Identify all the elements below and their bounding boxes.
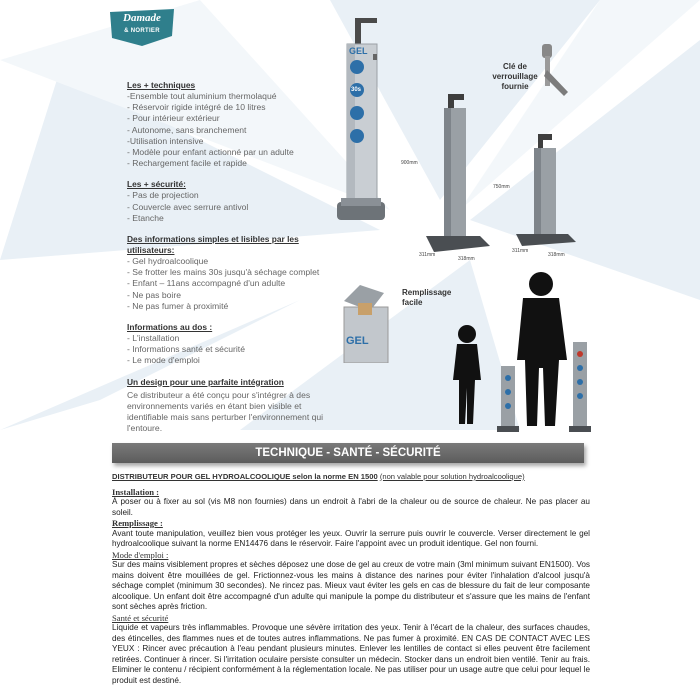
- width-318-label-a: 318mm: [458, 256, 475, 262]
- dispenser-open-illustration: [338, 283, 398, 363]
- feature-title: Les + techniques: [127, 80, 196, 90]
- feature-line: - Enfant – 11ans accompagné d'un adulte: [127, 278, 286, 289]
- dispenser-stickers: [348, 58, 368, 168]
- feature-title: Informations au dos :: [127, 322, 213, 333]
- width-318-label-b: 318mm: [548, 252, 565, 258]
- usage-heading: Mode d'emploi :: [112, 549, 169, 560]
- logo-sub: & NORTIER: [124, 28, 160, 34]
- feature-line: - Autonome, sans branchement: [127, 124, 247, 135]
- key-label: Clé de verrouillage fournie: [492, 62, 538, 91]
- feature-line: - Couvercle avec serrure antivol: [127, 201, 249, 212]
- product-note: (non valable pour solution hydroalcoolique): [379, 472, 525, 481]
- safety-heading: Santé et sécurité: [112, 612, 169, 623]
- feature-line: - Le mode d'emploi: [127, 355, 200, 366]
- feature-group-security: [127, 179, 342, 224]
- gel-sticker-label: GEL: [349, 46, 368, 56]
- feature-title: Des informations simples et lisibles par les utilisateurs:: [127, 234, 299, 256]
- features-column: [127, 80, 342, 434]
- brand-logo: [108, 8, 176, 46]
- scale-silhouettes-illustration: [445, 268, 605, 436]
- design-block: [127, 377, 342, 435]
- section-banner: TECHNIQUE - SANTÉ - SÉCURITÉ: [112, 443, 584, 463]
- feature-line: - Ne pas fumer à proximité: [127, 300, 229, 311]
- gel-open-label: GEL: [346, 335, 369, 347]
- design-title: Un design pour une parfaite intégration: [127, 376, 284, 387]
- feature-line: - Etanche: [127, 212, 164, 223]
- feature-line: - Informations santé et sécurité: [127, 344, 245, 355]
- dispenser-tall-illustration: [420, 90, 500, 260]
- feature-line: - Ne pas boire: [127, 289, 181, 300]
- feature-group-information: [127, 234, 342, 312]
- feature-line: - Se frotter les mains 30s jusqu'à séchage complet: [127, 267, 320, 278]
- refill-label: Remplissage facile: [402, 288, 452, 307]
- feature-line: - Rechargement facile et rapide: [127, 158, 247, 169]
- installation-heading: Installation :: [112, 486, 160, 497]
- feature-line: - Modèle pour enfant actionné par un adulte: [127, 147, 294, 158]
- feature-line: -Ensemble tout aluminium thermolaqué: [127, 91, 277, 101]
- design-text: Ce distributeur a été conçu pour s'intégrer à des environnements variés en étant bien visible et identifiable mais sans perturber l'environnement qui l'entoure.: [127, 389, 324, 434]
- width-311-label-a: 311mm: [419, 252, 436, 258]
- feature-line: - Gel hydroalcoolique: [127, 256, 209, 267]
- safety-text: Liquide et vapeurs très inflammables. Provoque une sévère irritation des yeux. Tenir à l'écart de la chaleur, des surfaces chaudes, des étincelles, des flammes nues et de toutes autres inflammations. Ne pas fumer à proximité. EN CAS DE CONTACT AVEC LES YEUX : Rincer avec précaution à l'eau pendant plusieurs minutes. Enlever les lentilles de contact si elles peuvent être facilement retirées. Continuer à rincer. Si l'irritation oculaire persiste consulter un médecin. Stocker dans un endroit bien ventilé. Tenir au frais. Eliminer le contenu / récipient conformément à la réglementation locale. Ne pas utiliser pour un usage autre que celui pour lequel le produit est destiné.: [112, 623, 590, 685]
- height-750-label: 750mm: [493, 184, 510, 190]
- usage-text: Sur des mains visiblement propres et sèches déposez une dose de gel au creux de votre main (3ml minimum suivant EN1500). Vos mains doivent être mouillées de gel. Frictionnez-vous les mains à distance des narines pour éviter l'inhalation d'alcool jusqu'à séchage complet (minimum 30 secondes). Ne rincez pas. Mieux vaut éviter les gels en cas de blessure du fait de leur composante alcoolique. Un enfant doit être accompagné d'un adulte qui manipule la pompe du distributeur et s'assure que les mains de l'enfant sont sèches après friction.: [112, 560, 590, 611]
- refill-text: Avant toute manipulation, veuillez bien vous protéger les yeux. Ouvrir la serrure puis ouvrir le couvercle. Verser directement le gel hydroalcoolique suivant la norme EN14476 dans le réservoir. Faire l'appoint avec un produit identique. Gel non fourni.: [112, 528, 590, 548]
- feature-line: -Utilisation intensive: [127, 135, 204, 146]
- feature-line: - Pour intérieur extérieur: [127, 113, 220, 124]
- installation-text: À poser ou à fixer au sol (vis M8 non fournies) dans un endroit à l'abri de la chaleur ou de source de chaleur. Ne pas placer au soleil.: [112, 497, 590, 517]
- feature-line: - Pas de projection: [127, 190, 199, 201]
- feature-line: - Réservoir rigide intégré de 10 litres: [127, 102, 266, 113]
- lower-text-block: [112, 472, 590, 686]
- width-311-label-b: 311mm: [512, 248, 529, 254]
- height-900-label: 900mm: [401, 160, 418, 166]
- dispenser-short-illustration: [510, 130, 590, 250]
- product-title: DISTRIBUTEUR POUR GEL HYDROALCOOLIQUE selon la norme EN 1500: [112, 472, 378, 481]
- logo-brand: Damade: [123, 12, 161, 24]
- feature-line: - L'installation: [127, 333, 180, 344]
- seconds-label: 30s: [351, 87, 362, 93]
- feature-title: Les + sécurité:: [127, 179, 186, 190]
- refill-heading: Remplissage :: [112, 518, 163, 528]
- feature-group-back: [127, 322, 342, 367]
- feature-group-technical: [127, 80, 342, 169]
